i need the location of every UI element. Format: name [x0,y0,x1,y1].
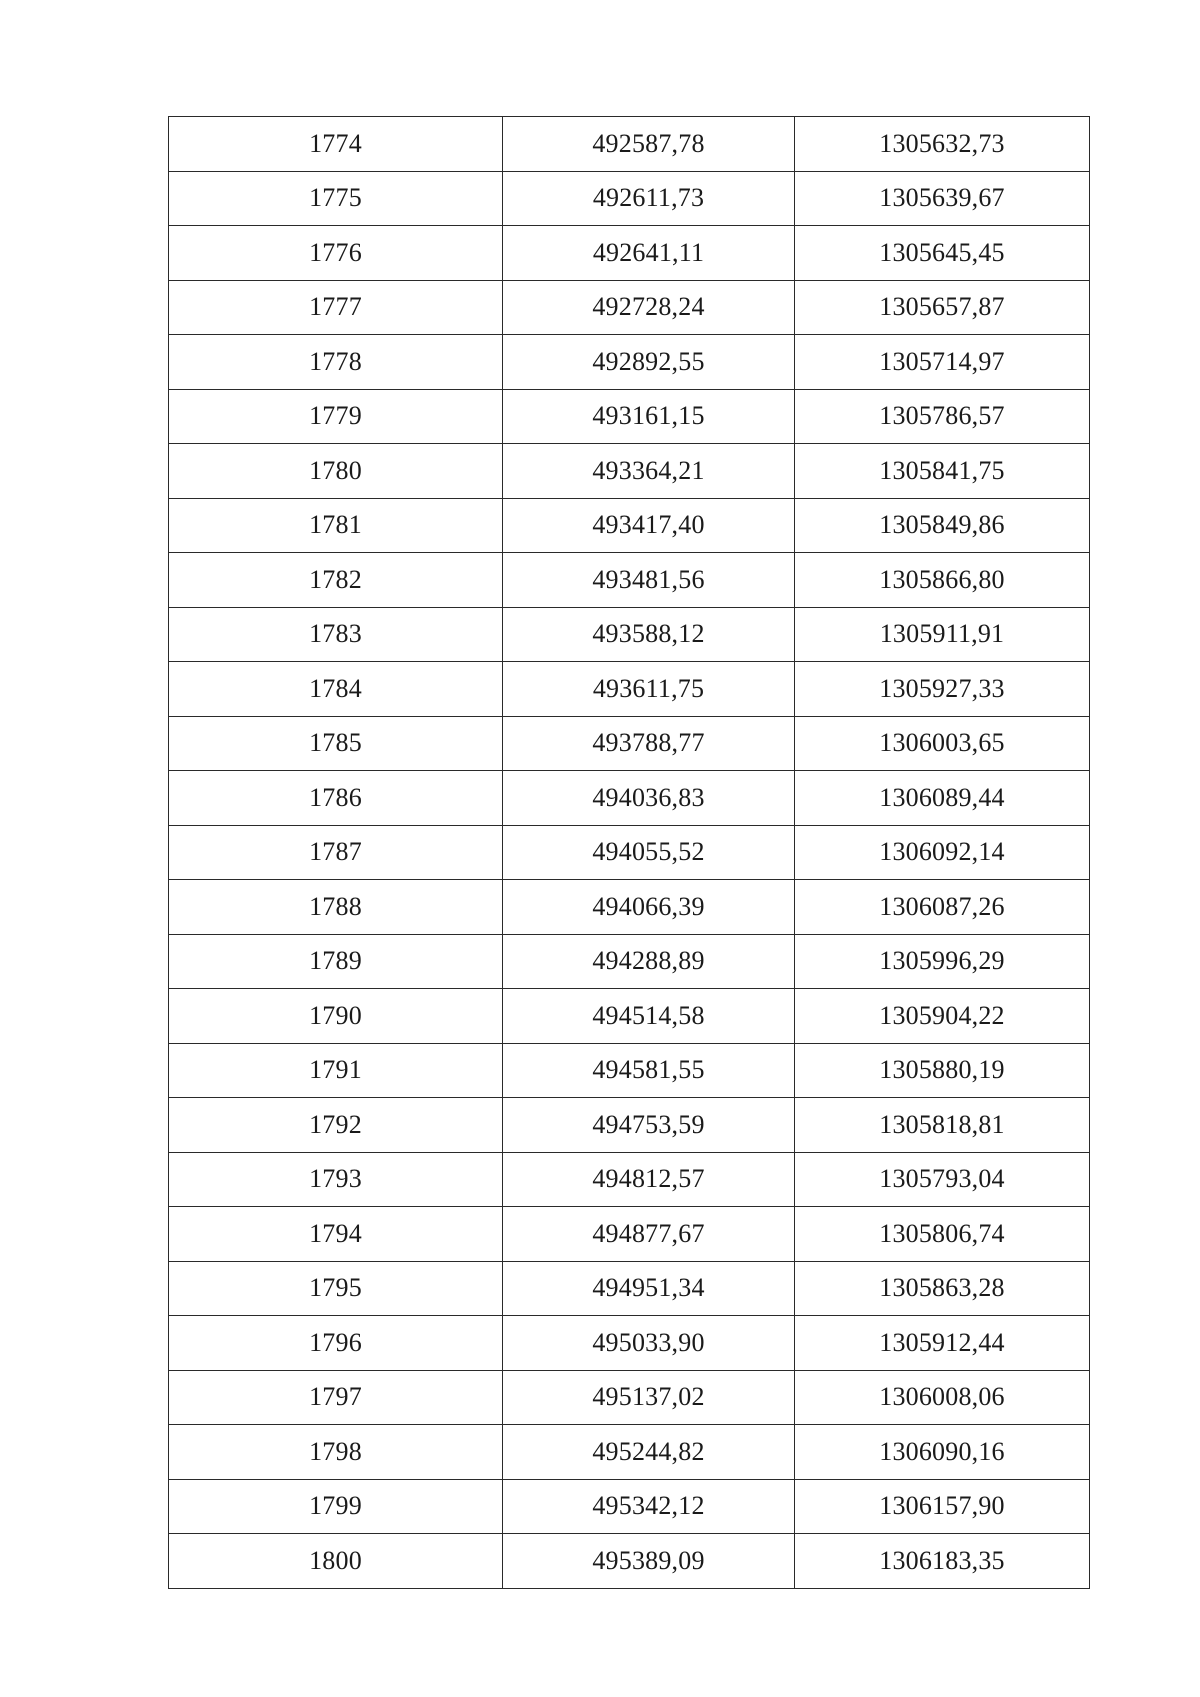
x-coordinate-cell: 493788,77 [503,716,795,771]
point-number-cell: 1782 [169,553,503,608]
y-coordinate-cell: 1305912,44 [795,1316,1090,1371]
table-row [169,553,1090,608]
point-number-cell: 1775 [169,171,503,226]
table-row [169,1370,1090,1425]
table-row [169,1207,1090,1262]
y-coordinate-cell: 1305639,67 [795,171,1090,226]
x-coordinate-cell: 493588,12 [503,607,795,662]
point-number-cell: 1786 [169,771,503,826]
y-coordinate-cell: 1305849,86 [795,498,1090,553]
point-number-cell: 1795 [169,1261,503,1316]
point-number-cell: 1783 [169,607,503,662]
x-coordinate-cell: 495137,02 [503,1370,795,1425]
y-coordinate-cell: 1306087,26 [795,880,1090,935]
x-coordinate-cell: 494066,39 [503,880,795,935]
table-row [169,280,1090,335]
x-coordinate-cell: 493481,56 [503,553,795,608]
y-coordinate-cell: 1305714,97 [795,335,1090,390]
x-coordinate-cell: 495389,09 [503,1534,795,1589]
point-number-cell: 1791 [169,1043,503,1098]
table-row [169,171,1090,226]
table-row [169,1534,1090,1589]
table-body [169,117,1090,1589]
y-coordinate-cell: 1305818,81 [795,1098,1090,1153]
x-coordinate-cell: 493417,40 [503,498,795,553]
y-coordinate-cell: 1305863,28 [795,1261,1090,1316]
x-coordinate-cell: 494812,57 [503,1152,795,1207]
point-number-cell: 1780 [169,444,503,499]
x-coordinate-cell: 493161,15 [503,389,795,444]
table-row [169,1425,1090,1480]
y-coordinate-cell: 1305793,04 [795,1152,1090,1207]
x-coordinate-cell: 492728,24 [503,280,795,335]
point-number-cell: 1797 [169,1370,503,1425]
x-coordinate-cell: 494581,55 [503,1043,795,1098]
point-number-cell: 1793 [169,1152,503,1207]
table-row [169,1043,1090,1098]
x-coordinate-cell: 493364,21 [503,444,795,499]
point-number-cell: 1779 [169,389,503,444]
point-number-cell: 1792 [169,1098,503,1153]
table-row [169,771,1090,826]
y-coordinate-cell: 1305880,19 [795,1043,1090,1098]
x-coordinate-cell: 492892,55 [503,335,795,390]
table-row [169,662,1090,717]
table-row [169,1152,1090,1207]
table-row [169,226,1090,281]
x-coordinate-cell: 492587,78 [503,117,795,172]
x-coordinate-cell: 494951,34 [503,1261,795,1316]
x-coordinate-cell: 495244,82 [503,1425,795,1480]
table-row [169,880,1090,935]
y-coordinate-cell: 1306183,35 [795,1534,1090,1589]
point-number-cell: 1787 [169,825,503,880]
y-coordinate-cell: 1306090,16 [795,1425,1090,1480]
point-number-cell: 1788 [169,880,503,935]
y-coordinate-cell: 1305806,74 [795,1207,1090,1262]
table-row [169,989,1090,1044]
y-coordinate-cell: 1305841,75 [795,444,1090,499]
y-coordinate-cell: 1305866,80 [795,553,1090,608]
point-number-cell: 1789 [169,934,503,989]
x-coordinate-cell: 494514,58 [503,989,795,1044]
table-row [169,1316,1090,1371]
y-coordinate-cell: 1305657,87 [795,280,1090,335]
table-row [169,934,1090,989]
point-number-cell: 1776 [169,226,503,281]
point-number-cell: 1794 [169,1207,503,1262]
y-coordinate-cell: 1305996,29 [795,934,1090,989]
table-row [169,1261,1090,1316]
x-coordinate-cell: 494877,67 [503,1207,795,1262]
y-coordinate-cell: 1306008,06 [795,1370,1090,1425]
point-number-cell: 1800 [169,1534,503,1589]
x-coordinate-cell: 494055,52 [503,825,795,880]
table-row [169,117,1090,172]
table-row [169,389,1090,444]
table-row [169,444,1090,499]
point-number-cell: 1798 [169,1425,503,1480]
x-coordinate-cell: 494753,59 [503,1098,795,1153]
x-coordinate-cell: 494288,89 [503,934,795,989]
y-coordinate-cell: 1305911,91 [795,607,1090,662]
y-coordinate-cell: 1305927,33 [795,662,1090,717]
table-row [169,716,1090,771]
x-coordinate-cell: 492611,73 [503,171,795,226]
point-number-cell: 1784 [169,662,503,717]
y-coordinate-cell: 1306089,44 [795,771,1090,826]
x-coordinate-cell: 495342,12 [503,1479,795,1534]
x-coordinate-cell: 494036,83 [503,771,795,826]
x-coordinate-cell: 495033,90 [503,1316,795,1371]
y-coordinate-cell: 1305786,57 [795,389,1090,444]
y-coordinate-cell: 1306092,14 [795,825,1090,880]
point-number-cell: 1777 [169,280,503,335]
y-coordinate-cell: 1306157,90 [795,1479,1090,1534]
table-row [169,498,1090,553]
coordinates-table [168,116,1090,1589]
y-coordinate-cell: 1305632,73 [795,117,1090,172]
y-coordinate-cell: 1305645,45 [795,226,1090,281]
x-coordinate-cell: 492641,11 [503,226,795,281]
point-number-cell: 1796 [169,1316,503,1371]
x-coordinate-cell: 493611,75 [503,662,795,717]
point-number-cell: 1799 [169,1479,503,1534]
table-row [169,825,1090,880]
y-coordinate-cell: 1305904,22 [795,989,1090,1044]
point-number-cell: 1785 [169,716,503,771]
point-number-cell: 1790 [169,989,503,1044]
table-row [169,1479,1090,1534]
point-number-cell: 1778 [169,335,503,390]
y-coordinate-cell: 1306003,65 [795,716,1090,771]
point-number-cell: 1781 [169,498,503,553]
point-number-cell: 1774 [169,117,503,172]
table-row [169,335,1090,390]
table-row [169,1098,1090,1153]
table-row [169,607,1090,662]
